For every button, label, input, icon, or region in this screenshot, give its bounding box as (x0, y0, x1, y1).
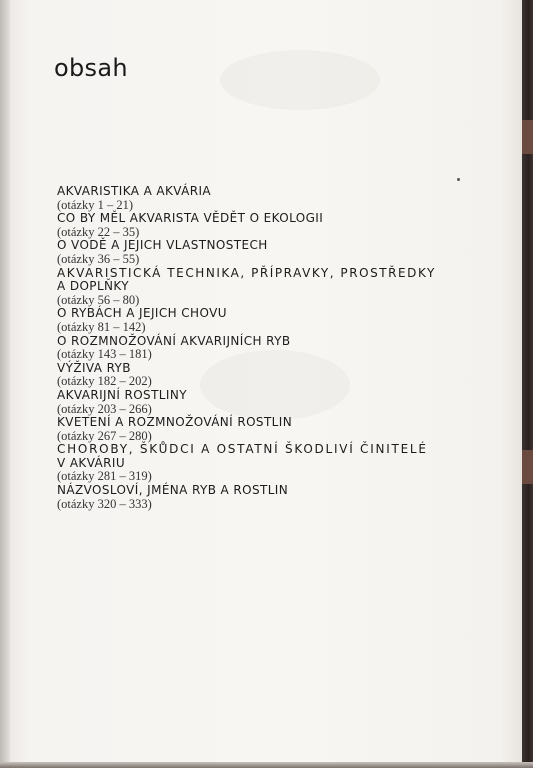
toc-entry (57, 267, 467, 308)
toc-entry (57, 307, 467, 334)
toc-entry-title: O VODĚ A JEJICH VLASTNOSTECH (57, 238, 268, 253)
toc-entry (57, 443, 467, 484)
toc-entry-title: CHOROBY, ŠKŮDCI A OSTATNÍ ŠKODLIVÍ ČINITELÉ (57, 442, 428, 457)
bleed-through-mark (220, 50, 380, 110)
toc-entry-title: NÁZVOSLOVÍ, JMÉNA RYB A ROSTLIN (57, 483, 289, 498)
toc-entry (57, 335, 467, 362)
toc-entry-range: (otázky 22 – 35) (57, 224, 140, 239)
toc-entry-range: (otázky 182 – 202) (57, 374, 152, 389)
table-of-contents (57, 185, 467, 511)
toc-entry-range: (otázky 56 – 80) (57, 292, 140, 307)
ink-spot (457, 178, 460, 181)
toc-entry-title: KVETENÍ A ROZMNOŽOVÁNÍ ROSTLIN (57, 415, 293, 430)
toc-entry (57, 484, 467, 511)
toc-entry-range: (otázky 281 – 319) (57, 469, 152, 484)
toc-entry (57, 185, 467, 212)
toc-entry-title: O RYBÁCH A JEJICH CHOVU (57, 306, 227, 321)
book-edge-band (522, 450, 533, 484)
toc-entry-range: (otázky 1 – 21) (57, 197, 134, 212)
toc-entry-title: AKVARISTICKÁ TECHNIKA, PŘÍPRAVKY, PROSTŘEDKY (57, 265, 436, 280)
toc-entry-title: VÝŽIVA RYB (57, 360, 131, 375)
book-edge-band (522, 120, 533, 154)
toc-entry-range: (otázky 320 – 333) (57, 496, 152, 511)
toc-entry-title: CO BY MĚL AKVARISTA VĚDĚT O EKOLOGII (57, 211, 324, 226)
toc-entry-range: (otázky 81 – 142) (57, 319, 146, 334)
toc-entry-range: (otázky 267 – 280) (57, 428, 152, 443)
book-edge-bottom (0, 762, 533, 768)
toc-entry-title: O ROZMNOŽOVÁNÍ AKVARIJNÍCH RYB (57, 333, 291, 348)
book-edge-right (522, 0, 533, 768)
toc-entry-title: AKVARISTIKA A AKVÁRIA (57, 184, 212, 198)
page-gutter (0, 0, 10, 768)
toc-entry (57, 212, 467, 239)
toc-entry (57, 389, 467, 416)
toc-entry-range: (otázky 203 – 266) (57, 401, 152, 416)
toc-entry (57, 416, 467, 443)
toc-entry-title-continuation: A DOPLŇKY (57, 279, 129, 294)
toc-entry (57, 239, 467, 266)
toc-entry (57, 362, 467, 389)
page-title: obsah (54, 54, 128, 82)
toc-entry-range: (otázky 143 – 181) (57, 347, 152, 362)
toc-entry-title-continuation: V AKVÁRIU (57, 455, 126, 470)
toc-entry-range: (otázky 36 – 55) (57, 251, 140, 266)
toc-entry-title: AKVARIJNÍ ROSTLINY (57, 387, 187, 402)
